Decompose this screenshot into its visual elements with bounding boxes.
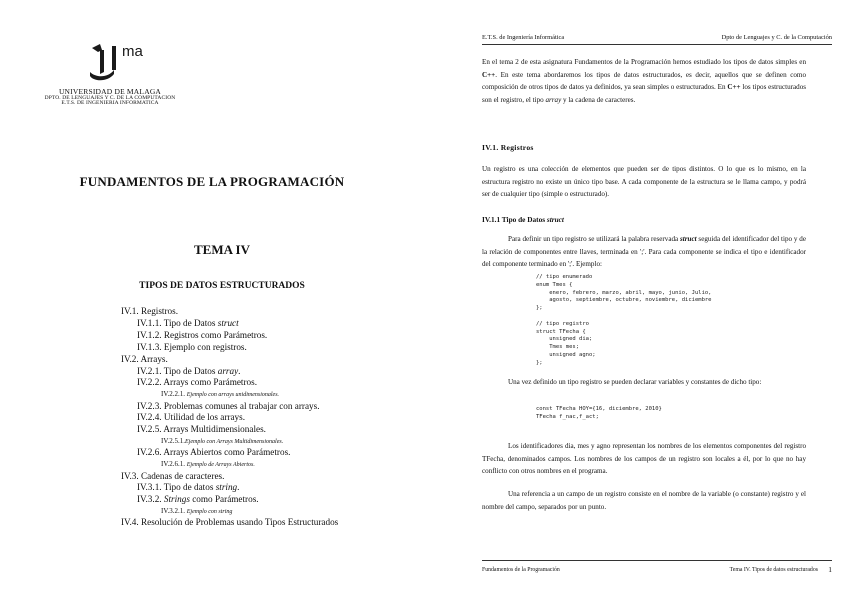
toc-item: IV.2.5.1.Ejemplo con Arrays Multidimensionales. bbox=[161, 437, 284, 446]
toc-item: IV.3.1. Tipo de datos string. bbox=[137, 482, 240, 493]
university-block bbox=[20, 88, 200, 107]
toc-item: IV.2.5. Arrays Multidimensionales. bbox=[137, 424, 266, 435]
page-number: 1 bbox=[828, 565, 832, 574]
toc-item: IV.2.2.1. Ejemplo con arrays unidimensionales. bbox=[161, 390, 280, 399]
university-name: UNIVERSIDAD DE MALAGA bbox=[58, 87, 162, 96]
running-footer bbox=[482, 560, 832, 577]
declaration-paragraph: Una vez definido un tipo registro se pueden declarar variables y constantes de dicho tipo: bbox=[508, 378, 762, 386]
toc-item: IV.1.2. Registros como Parámetros. bbox=[137, 329, 268, 340]
toc-item: IV.2.3. Problemas comunes al trabajar con arrays. bbox=[137, 400, 320, 411]
toc-item: IV.2. Arrays. bbox=[121, 353, 168, 364]
tema-subtitle: TIPOS DE DATOS ESTRUCTURADOS bbox=[139, 281, 305, 291]
section-paragraph: Un registro es una colección de elementos que pueden ser de tipos distintos. O lo que es lo mismo, en la estructura registro no existe un único tipo base. A cada componente de la estructura se le llama campo, y podrá ser de cualquier tipo (simple o estructurado). bbox=[482, 165, 806, 199]
fields-paragraph: Los identificadores dia, mes y agno representan los nombres de los elementos componentes del registro TFecha, denominados campos. Los nombres de los campos de un registro son locales a él, por lo que no hay conflicto con otros nombres en el programa. bbox=[482, 442, 806, 476]
code-block-struct: // tipo enumerado enum Tmes { enero, febrero, marzo, abril, mayo, junio, Julio, agosto, septiembre, octubre, noviembre, diciembre }; // tipo registro struct TFecha { unsigned dia; Tmes mes; unsigned agno; }; bbox=[536, 274, 712, 366]
header-right: Dpto de Lenguajes y C. de la Computación bbox=[721, 34, 832, 41]
toc-item: IV.2.6.1. Ejemplo de Arrays Abiertos. bbox=[161, 460, 255, 469]
content-page bbox=[424, 0, 848, 599]
subsection-heading: IV.1.1 Tipo de Datos struct bbox=[482, 215, 564, 224]
footer-right: Tema IV. Tipos de datos estructurados bbox=[729, 567, 818, 573]
tema-title: TEMA IV bbox=[194, 242, 250, 257]
header-left: E.T.S. de Ingeniería Informática bbox=[482, 34, 565, 41]
toc-item: IV.1. Registros. bbox=[121, 306, 178, 316]
toc-item: IV.2.1. Tipo de Datos array. bbox=[137, 365, 241, 376]
department-name: DPTO. DE LENGUAJES Y C. DE LA COMPUTACION bbox=[44, 94, 176, 101]
course-title: FUNDAMENTOS DE LA PROGRAMACIÓN bbox=[79, 174, 345, 189]
toc-item: IV.4. Resolución de Problemas usando Tipos Estructurados bbox=[121, 517, 339, 528]
toc-item: IV.2.6. Arrays Abiertos como Parámetros. bbox=[137, 447, 291, 458]
reference-paragraph: Una referencia a un campo de un registro consiste en el nombre de la variable (o constante) registro y el nombre del campo, separados por un punto. bbox=[482, 490, 806, 511]
toc-item: IV.3. Cadenas de caracteres. bbox=[121, 470, 225, 481]
code-block-declaration: const TFecha HOY={16, diciembre, 2010} TFecha f_nac,f_act; bbox=[536, 406, 662, 420]
toc-item: IV.1.3. Ejemplo con registros. bbox=[137, 341, 247, 352]
toc-item: IV.2.2. Arrays como Parámetros. bbox=[137, 377, 258, 388]
logo-text: ma bbox=[122, 43, 143, 60]
section-heading: IV.1. Registros bbox=[482, 143, 534, 152]
uma-logo-icon bbox=[86, 40, 156, 86]
toc-item: IV.2.4. Utilidad de los arrays. bbox=[137, 412, 246, 423]
footer-left: Fundamentos de la Programación bbox=[482, 567, 560, 573]
running-header bbox=[482, 34, 832, 45]
school-name: E.T.S. DE INGENIERIA INFORMATICA bbox=[61, 100, 159, 106]
toc-item: IV.3.2. Strings como Parámetros. bbox=[137, 494, 259, 505]
intro-paragraph: En el tema 2 de esta asignatura Fundamentos de la Programación hemos estudiado los tipos de datos simples en C++. En este tema abordaremos los tipos de datos estructurados, es decir, aquellos que se definen como composición de otros tipos de datos ya definidos, ya sean simples o estructurados. En C++ los tipos estructurados son el registro, el tipo array y la cadena de caracteres. bbox=[482, 58, 807, 105]
toc-item: IV.1.1. Tipo de Datos struct bbox=[137, 317, 239, 328]
toc-item: IV.3.2.1. Ejemplo con string bbox=[161, 507, 233, 516]
definition-paragraph: Para definir un tipo registro se utilizará la palabra reservada struct seguida del identificador del tipo y de la relación de componentes entre llaves, terminada en ';'. Para cada componente se indica el tipo e identificador del componente terminado en ';'. Ejemplo: bbox=[482, 235, 806, 269]
